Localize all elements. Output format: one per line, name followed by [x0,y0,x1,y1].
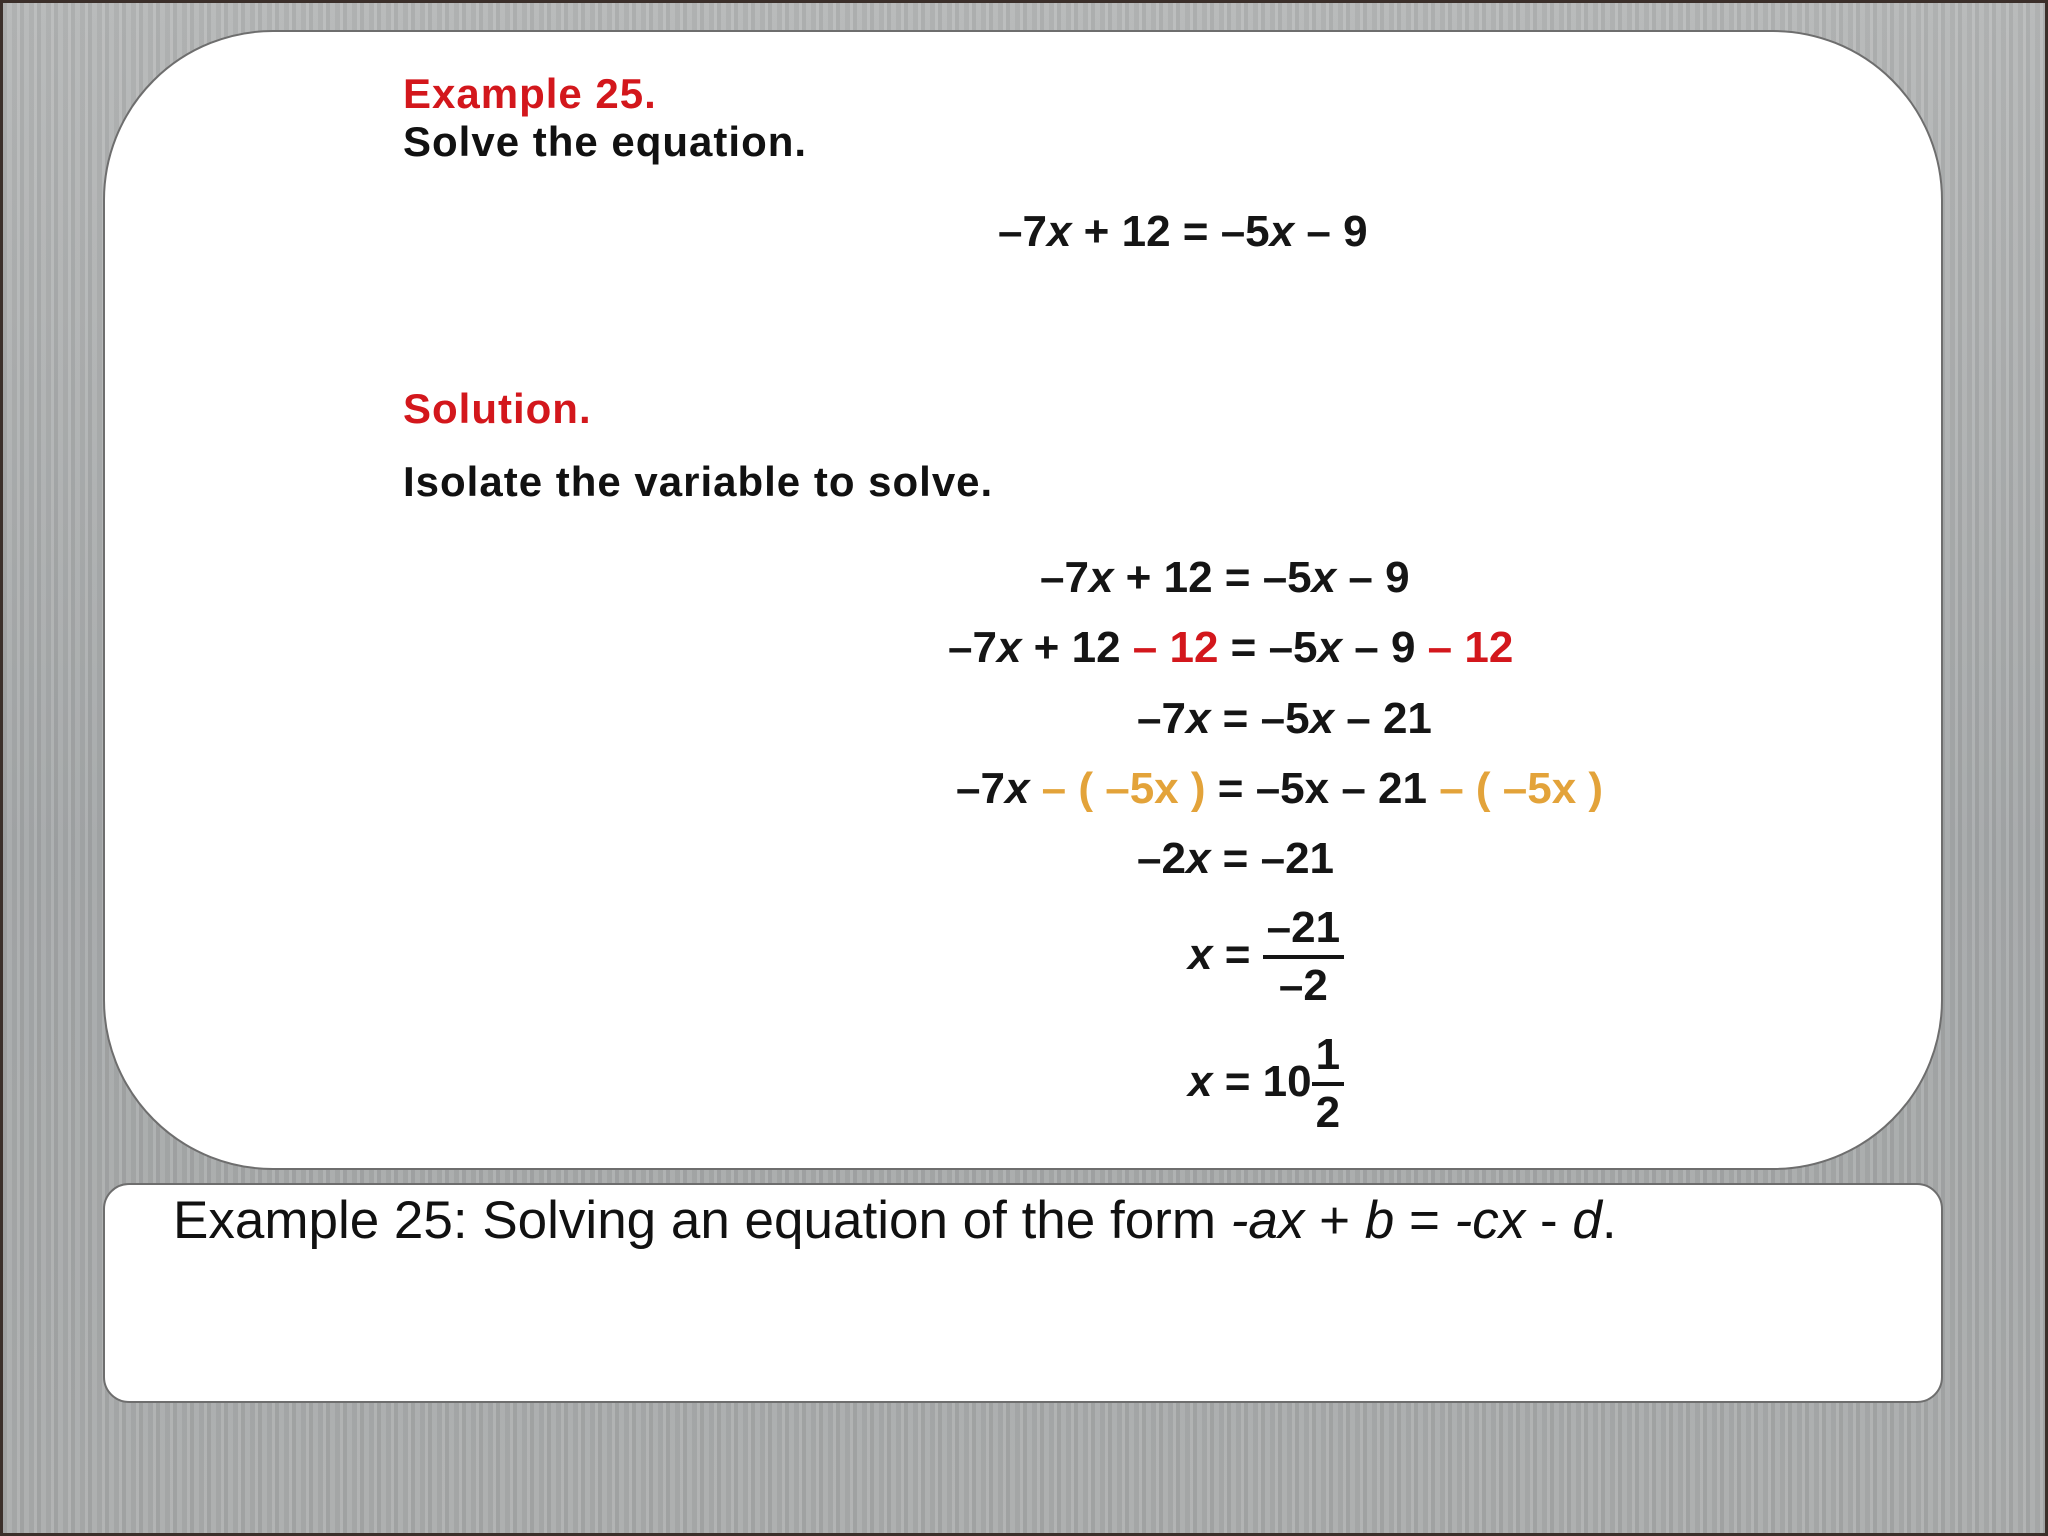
term-op: – [1329,764,1379,813]
term: –5 [1260,694,1310,743]
term-var: x [1311,553,1337,602]
solution-instruction: Isolate the variable to solve. [403,458,994,505]
term: –7 [1040,553,1089,602]
caption-term: -cx [1454,1191,1526,1250]
caption-prefix: Example 25: Solving an equation of the form [173,1191,1231,1250]
term: 21 [1382,694,1432,743]
solution-step-5 [1137,834,1335,883]
term-op: – [1342,623,1391,672]
highlight-subtract-left: – ( –5x ) [1029,764,1206,813]
term: 12 [1071,623,1121,672]
caption-period: . [1601,1191,1617,1250]
caption-term: b [1364,1191,1395,1250]
eq-coef-c: –5 [1220,207,1270,256]
term: 9 [1390,623,1416,672]
solution-step-3 [1137,694,1432,743]
term-var: x [1317,623,1343,672]
term-op: + [1021,623,1072,672]
eq-op: – [1294,207,1344,256]
eq-var: x [1269,207,1295,256]
caption-term: -ax [1230,1191,1305,1250]
term-equals: = [1205,764,1256,813]
mixed-number-whole: 10 [1262,1056,1312,1106]
problem-instruction: Solve the equation. [403,118,808,165]
term: –7 [956,764,1005,813]
term-var: x [1185,834,1211,883]
term: 9 [1385,553,1410,602]
caption-text [173,1190,1617,1251]
eq-op: + [1071,207,1122,256]
solution-step-1 [1040,553,1410,602]
solution-step-4 [956,764,1604,813]
solution-step-2 [948,623,1514,672]
fraction-denominator: 2 [1315,1088,1341,1138]
example-title: Example 25. [403,70,657,117]
solution-step-7 [1188,1032,1344,1136]
term-equals: = [1218,623,1269,672]
term-equals: = [1210,834,1261,883]
term: –5x [1255,764,1330,813]
term: –7 [1137,694,1186,743]
eq-const-d: 9 [1343,207,1368,256]
eq-equals: = [1170,207,1221,256]
term-var: x [996,623,1022,672]
term-op: + [1113,553,1164,602]
fraction [1312,1032,1344,1136]
term: –21 [1260,834,1335,883]
solution-step-6 [1188,905,1344,1009]
term-var: x [1088,553,1114,602]
term-op: – [1336,553,1386,602]
fraction [1263,905,1344,1009]
eq-const-b: 12 [1121,207,1171,256]
term-var: x [1188,929,1213,979]
caption-term: d [1572,1191,1602,1250]
highlight-subtract-left: – 12 [1120,623,1219,672]
eq-coef-a: –7 [998,207,1047,256]
term: –5 [1262,553,1312,602]
term-equals: = [1210,694,1261,743]
term: –2 [1137,834,1186,883]
term-var: x [1004,764,1030,813]
caption-op: + [1304,1191,1365,1250]
term-equals: = [1212,1056,1263,1106]
term-op: – [1334,694,1383,743]
problem-equation [998,207,1368,256]
term-var: x [1309,694,1335,743]
term: –5 [1268,623,1318,672]
caption-op: - [1525,1191,1573,1250]
term-var: x [1185,694,1211,743]
fraction-numerator: 1 [1312,1032,1344,1086]
fraction-numerator: –21 [1263,905,1344,959]
term-equals: = [1212,929,1263,979]
highlight-subtract-right: – ( –5x ) [1426,764,1604,813]
caption-op: = [1394,1191,1455,1250]
eq-var: x [1046,207,1072,256]
slide-content-card [103,30,1943,1170]
term: 12 [1163,553,1213,602]
term: 21 [1378,764,1427,813]
highlight-subtract-right: – 12 [1415,623,1514,672]
term-var: x [1188,1056,1213,1106]
solution-title: Solution. [403,385,592,432]
term: –7 [948,623,997,672]
fraction-denominator: –2 [1278,961,1328,1011]
term-equals: = [1212,553,1263,602]
